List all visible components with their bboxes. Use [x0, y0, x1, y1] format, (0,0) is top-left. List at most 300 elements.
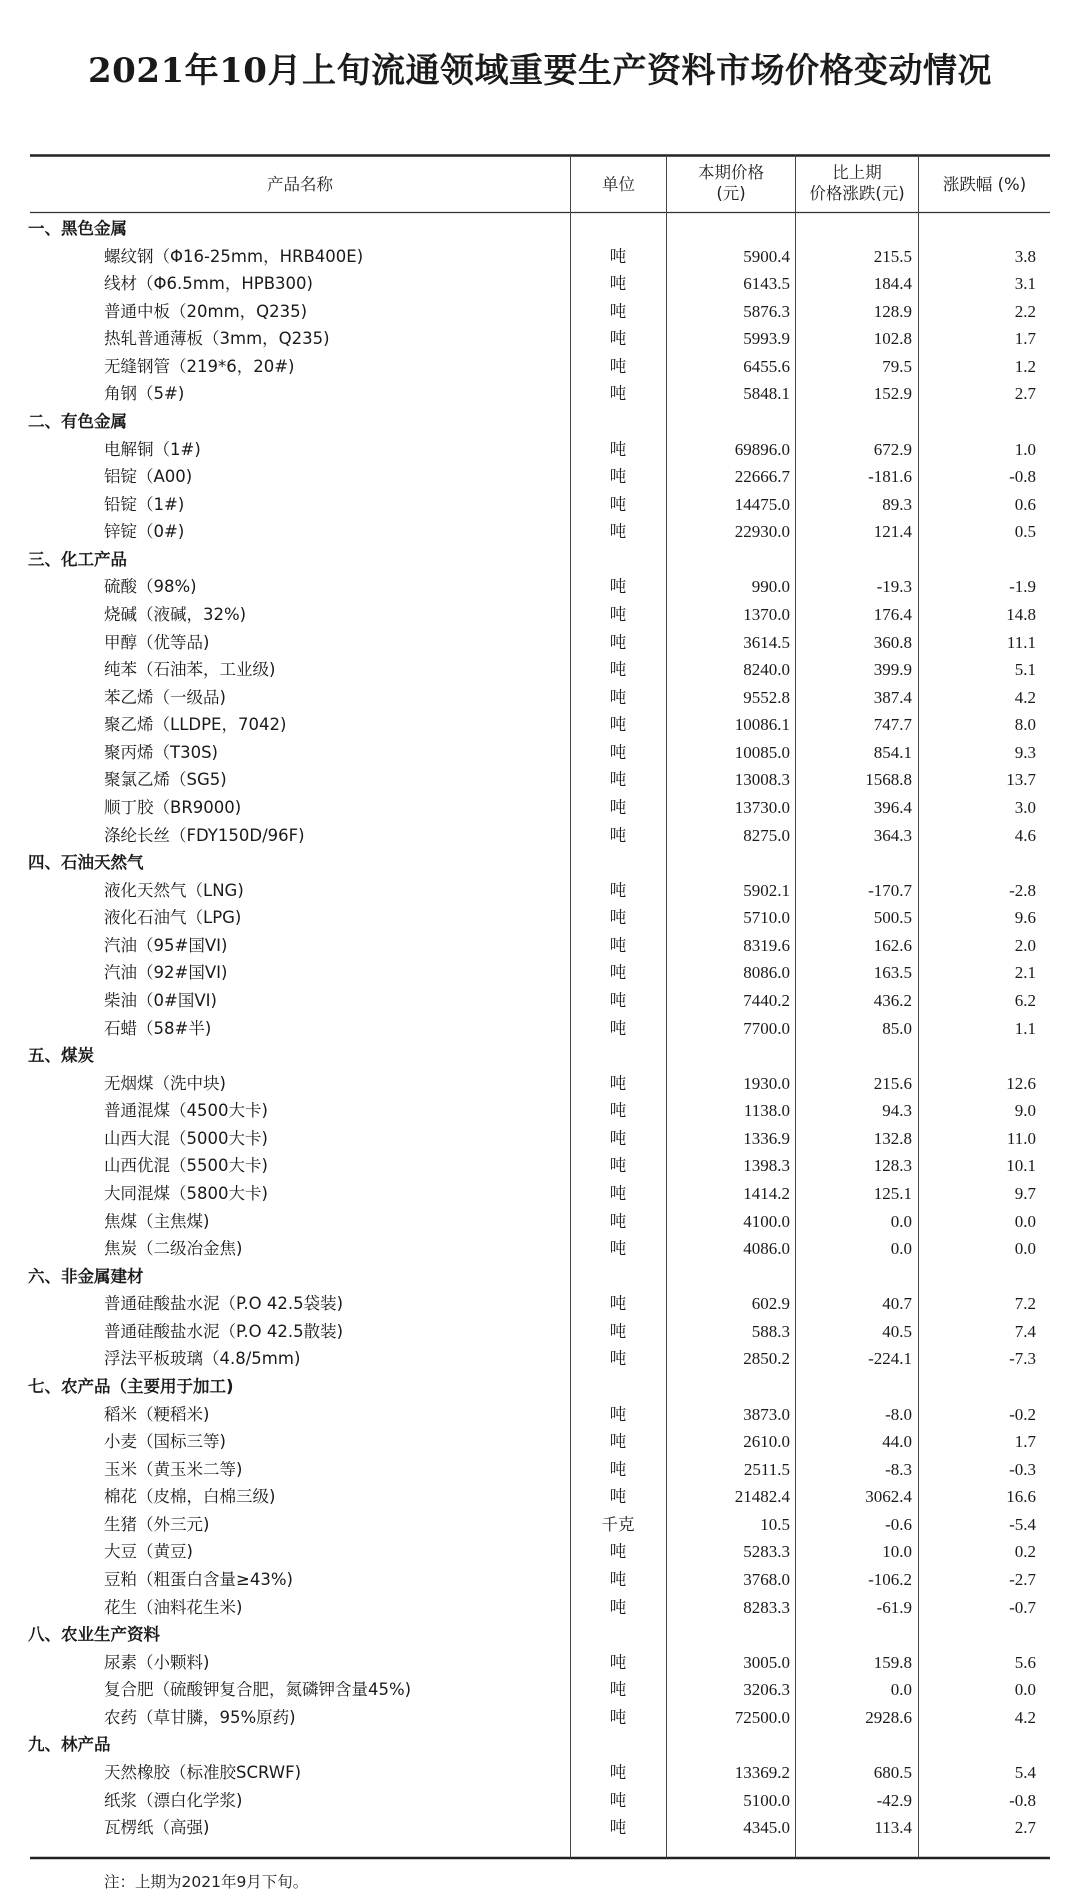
pct-cell: 1.0	[1014, 439, 1036, 459]
table-row	[0, 1428, 1080, 1456]
price-cell: 22666.7	[734, 467, 790, 487]
price-cell: 8319.6	[743, 935, 790, 955]
price-cell: 69896.0	[734, 439, 790, 459]
price-cell: 5283.3	[743, 1542, 790, 1562]
change-cell: 40.7	[882, 1294, 912, 1314]
pct-cell: -0.8	[1009, 467, 1036, 487]
unit-cell: 吨	[609, 1404, 627, 1424]
price-cell: 8086.0	[743, 963, 790, 983]
price-cell: 5900.4	[743, 246, 790, 266]
unit-cell: 吨	[609, 687, 627, 707]
product-name: 玉米（黄玉米二等)	[104, 1459, 243, 1479]
change-cell: -8.0	[885, 1404, 912, 1424]
table-row	[0, 353, 1080, 381]
unit-cell: 吨	[609, 715, 627, 735]
category-row	[0, 849, 1080, 877]
product-name: 普通硅酸盐水泥（P.O 42.5袋装)	[104, 1294, 344, 1314]
table-row	[0, 491, 1080, 519]
table-row	[0, 959, 1080, 987]
change-cell: -8.3	[885, 1459, 912, 1479]
product-name: 螺纹钢（Φ16-25mm，HRB400E)	[104, 246, 364, 266]
table-row	[0, 1511, 1080, 1539]
product-name: 豆粕（粗蛋白含量≥43%)	[104, 1569, 293, 1589]
change-cell: 1568.8	[865, 770, 912, 790]
change-cell: 500.5	[873, 908, 912, 928]
change-cell: 102.8	[873, 329, 912, 349]
change-cell: 215.6	[873, 1073, 912, 1093]
unit-cell: 吨	[609, 1432, 627, 1452]
price-cell: 602.9	[751, 1294, 790, 1314]
table-row	[0, 463, 1080, 491]
product-name: 无缝钢管（219*6，20#)	[104, 356, 295, 376]
pct-cell: 2.7	[1014, 1818, 1036, 1838]
unit-cell: 吨	[609, 1790, 627, 1810]
unit-cell: 吨	[609, 1101, 627, 1121]
unit-cell: 吨	[609, 1487, 627, 1507]
pct-cell: 14.8	[1006, 605, 1036, 624]
product-name: 山西优混（5500大卡)	[104, 1156, 268, 1176]
category-label: 九、林产品	[28, 1735, 111, 1755]
pct-cell: 10.1	[1006, 1156, 1036, 1176]
unit-cell: 吨	[609, 1680, 627, 1700]
pct-cell: 2.1	[1014, 963, 1036, 983]
pct-cell: 3.8	[1014, 246, 1036, 266]
price-cell: 1336.9	[743, 1128, 790, 1148]
price-cell: 3873.0	[743, 1404, 790, 1424]
product-name: 农药（草甘膦，95%原药)	[104, 1707, 296, 1727]
product-name: 汽油（92#国VI)	[104, 963, 228, 983]
price-cell: 9552.8	[743, 687, 790, 707]
header-unit: 单位	[602, 175, 635, 194]
product-name: 稻米（粳稻米)	[104, 1404, 210, 1424]
change-cell: 399.9	[873, 660, 912, 680]
product-name: 瓦楞纸（高强)	[104, 1818, 210, 1838]
price-cell: 1138.0	[743, 1101, 790, 1121]
price-cell: 2850.2	[743, 1349, 790, 1369]
category-row	[0, 1263, 1080, 1291]
table-row	[0, 794, 1080, 822]
table-row	[0, 1015, 1080, 1043]
price-cell: 6455.6	[743, 356, 790, 376]
table-row	[0, 1649, 1080, 1677]
change-cell: -106.2	[868, 1569, 912, 1589]
table-row	[0, 711, 1080, 739]
change-cell: 113.4	[874, 1818, 912, 1838]
table-row	[0, 243, 1080, 271]
pct-cell: 0.0	[1014, 1239, 1036, 1259]
price-cell: 13008.3	[734, 770, 790, 790]
change-cell: 436.2	[873, 991, 912, 1010]
change-cell: 94.3	[882, 1101, 912, 1121]
table-row	[0, 380, 1080, 408]
pct-cell: -2.7	[1009, 1569, 1036, 1589]
unit-cell: 吨	[609, 1349, 627, 1369]
table-row	[0, 573, 1080, 601]
change-cell: -61.9	[876, 1597, 912, 1617]
table-row	[0, 1125, 1080, 1153]
change-cell: 163.5	[873, 963, 912, 983]
product-name: 焦煤（主焦煤)	[104, 1211, 210, 1231]
product-name: 花生（油料花生米)	[104, 1597, 243, 1617]
change-cell: 387.4	[873, 687, 912, 707]
unit-cell: 吨	[609, 632, 627, 652]
product-name: 甲醇（优等品)	[104, 632, 210, 652]
unit-cell: 吨	[609, 1239, 627, 1259]
pct-cell: 0.5	[1014, 522, 1036, 542]
category-row	[0, 1373, 1080, 1401]
table-row	[0, 1208, 1080, 1236]
unit-cell: 吨	[609, 798, 627, 817]
category-row	[0, 1731, 1080, 1759]
pct-cell: 5.4	[1014, 1762, 1036, 1782]
unit-cell: 吨	[609, 660, 627, 680]
unit-cell: 吨	[609, 1184, 627, 1203]
pct-cell: 1.1	[1014, 1018, 1036, 1038]
table-row	[0, 601, 1080, 629]
category-row	[0, 1042, 1080, 1070]
product-name: 线材（Φ6.5mm，HPB300)	[104, 274, 313, 294]
table-row	[0, 629, 1080, 657]
product-name: 天然橡胶（标准胶SCRWF)	[104, 1762, 302, 1782]
footnote: 注：上期为2021年9月下旬。	[104, 1873, 309, 1891]
price-cell: 3005.0	[743, 1652, 790, 1672]
price-cell: 21482.4	[734, 1487, 790, 1507]
product-name: 热轧普通薄板（3mm，Q235)	[104, 329, 330, 349]
pct-cell: 1.7	[1014, 329, 1036, 349]
table-row	[0, 1290, 1080, 1318]
change-cell: 396.4	[873, 798, 912, 817]
change-cell: 184.4	[873, 274, 912, 294]
unit-cell: 吨	[609, 356, 627, 376]
change-cell: -224.1	[868, 1349, 912, 1369]
unit-cell: 吨	[609, 1211, 627, 1231]
unit-cell: 吨	[609, 246, 627, 266]
table-row	[0, 932, 1080, 960]
price-cell: 2511.5	[743, 1459, 790, 1479]
pct-cell: 3.0	[1014, 798, 1036, 817]
change-cell: 0.0	[890, 1680, 912, 1700]
price-cell: 10085.0	[734, 742, 790, 762]
change-cell: 360.8	[873, 632, 912, 652]
change-cell: 680.5	[873, 1762, 912, 1782]
product-name: 液化石油气（LPG)	[104, 908, 242, 928]
pct-cell: 6.2	[1014, 991, 1036, 1010]
product-name: 硫酸（98%)	[104, 577, 197, 597]
unit-cell: 吨	[609, 439, 627, 459]
pct-cell: -0.3	[1009, 1459, 1036, 1479]
pct-cell: 4.2	[1014, 687, 1036, 707]
table-row	[0, 1566, 1080, 1594]
price-cell: 8283.3	[743, 1597, 790, 1617]
category-label: 六、非金属建材	[28, 1266, 144, 1286]
price-cell: 1398.3	[743, 1156, 790, 1176]
unit-cell: 吨	[609, 825, 627, 845]
change-cell: 162.6	[873, 935, 912, 955]
unit-cell: 吨	[609, 1073, 627, 1093]
header-change	[796, 162, 918, 204]
unit-cell: 吨	[609, 301, 627, 321]
unit-cell: 吨	[609, 522, 627, 542]
category-label: 八、农业生产资料	[28, 1625, 160, 1645]
table-row	[0, 1318, 1080, 1346]
price-cell: 13369.2	[734, 1762, 790, 1782]
change-cell: 364.3	[873, 825, 912, 845]
unit-cell: 吨	[609, 1018, 627, 1038]
product-name: 浮法平板玻璃（4.8/5mm)	[104, 1349, 301, 1369]
header-price-line1: 本期价格	[698, 163, 764, 182]
change-cell: 10.0	[882, 1542, 912, 1562]
table-row	[0, 904, 1080, 932]
table-row	[0, 436, 1080, 464]
table-row	[0, 822, 1080, 850]
pct-cell: 9.6	[1014, 908, 1036, 928]
price-cell: 5993.9	[743, 329, 790, 349]
pct-cell: 4.6	[1014, 825, 1036, 845]
category-label: 七、农产品（主要用于加工)	[28, 1376, 234, 1396]
table-row	[0, 1152, 1080, 1180]
change-cell: 215.5	[873, 246, 912, 266]
change-cell: 79.5	[882, 356, 912, 376]
product-name: 大同混煤（5800大卡)	[104, 1184, 268, 1203]
price-cell: 14475.0	[734, 494, 790, 514]
change-cell: 152.9	[873, 384, 912, 404]
pct-cell: 2.7	[1014, 384, 1036, 404]
category-row	[0, 546, 1080, 574]
category-row	[0, 215, 1080, 243]
product-name: 石蜡（58#半)	[104, 1018, 212, 1038]
pct-cell: 3.1	[1014, 274, 1036, 294]
unit-cell: 吨	[609, 742, 627, 762]
unit-cell: 吨	[609, 494, 627, 514]
price-cell: 3206.3	[743, 1680, 790, 1700]
price-cell: 10.5	[760, 1514, 790, 1534]
pct-cell: 0.0	[1014, 1680, 1036, 1700]
pct-cell: -2.8	[1009, 880, 1036, 900]
change-cell: 40.5	[882, 1321, 912, 1341]
pct-cell: 7.2	[1014, 1294, 1036, 1314]
price-cell: 72500.0	[734, 1707, 790, 1727]
pct-cell: 0.6	[1014, 494, 1036, 514]
pct-cell: 9.7	[1014, 1184, 1036, 1203]
change-cell: 89.3	[882, 494, 912, 514]
pct-cell: -0.2	[1009, 1404, 1036, 1424]
unit-cell: 吨	[609, 1321, 627, 1341]
product-name: 电解铜（1#)	[104, 439, 201, 459]
product-name: 液化天然气（LNG)	[104, 880, 244, 900]
unit-cell: 吨	[609, 1597, 627, 1617]
change-cell: 854.1	[873, 742, 912, 762]
pct-cell: 2.2	[1014, 301, 1036, 321]
unit-cell: 吨	[609, 1128, 627, 1148]
unit-cell: 吨	[609, 1652, 627, 1672]
pct-cell: 0.2	[1014, 1542, 1036, 1562]
unit-cell: 吨	[609, 908, 627, 928]
table-row	[0, 656, 1080, 684]
change-cell: 44.0	[882, 1432, 912, 1452]
price-cell: 5848.1	[743, 384, 790, 404]
header-pct: 涨跌幅 (%)	[942, 175, 1027, 194]
product-name: 普通中板（20mm，Q235)	[104, 301, 308, 321]
category-label: 三、化工产品	[28, 549, 127, 569]
price-cell: 3768.0	[743, 1569, 790, 1589]
pct-cell: 12.6	[1006, 1073, 1036, 1093]
price-cell: 10086.1	[734, 715, 790, 735]
change-cell: 747.7	[873, 715, 912, 735]
header-price	[667, 162, 795, 204]
header-change-line2: 价格涨跌(元)	[809, 184, 905, 203]
product-name: 汽油（95#国VI)	[104, 935, 228, 955]
product-name: 铝锭（A00)	[104, 467, 193, 487]
table-row	[0, 739, 1080, 767]
change-cell: 121.4	[873, 522, 912, 542]
change-cell: 0.0	[890, 1211, 912, 1231]
change-cell: 0.0	[890, 1239, 912, 1259]
unit-cell: 吨	[609, 1707, 627, 1727]
price-cell: 4345.0	[743, 1818, 790, 1838]
product-name: 普通硅酸盐水泥（P.O 42.5散装)	[104, 1321, 344, 1341]
pct-cell: 13.7	[1006, 770, 1036, 790]
change-cell: 3062.4	[865, 1487, 912, 1507]
pct-cell: 5.6	[1014, 1652, 1036, 1672]
page-title: 2021年10月上旬流通领域重要生产资料市场价格变动情况	[88, 51, 992, 91]
unit-cell: 吨	[609, 274, 627, 294]
product-name: 纯苯（石油苯，工业级)	[104, 660, 276, 680]
product-name: 山西大混（5000大卡)	[104, 1128, 268, 1148]
product-name: 铅锭（1#)	[104, 494, 185, 514]
product-name: 生猪（外三元)	[104, 1514, 210, 1534]
product-name: 无烟煤（洗中块)	[104, 1073, 226, 1093]
unit-cell: 吨	[609, 1818, 627, 1838]
price-cell: 7440.2	[743, 991, 790, 1010]
product-name: 柴油（0#国VI)	[104, 991, 217, 1010]
table-row	[0, 1483, 1080, 1511]
pct-cell: -0.7	[1009, 1597, 1036, 1617]
table-row	[0, 518, 1080, 546]
price-cell: 1370.0	[743, 605, 790, 624]
unit-cell: 吨	[609, 577, 627, 597]
product-name: 锌锭（0#)	[104, 522, 185, 542]
pct-cell: 11.0	[1006, 1128, 1036, 1148]
product-name: 棉花（皮棉，白棉三级)	[104, 1487, 276, 1507]
table-row	[0, 1594, 1080, 1622]
product-name: 苯乙烯（一级品)	[104, 687, 226, 707]
pct-cell: 9.0	[1014, 1101, 1036, 1121]
product-name: 涤纶长丝（FDY150D/96F)	[104, 825, 305, 845]
table-row	[0, 1401, 1080, 1429]
change-cell: 125.1	[873, 1184, 912, 1203]
table-row	[0, 1070, 1080, 1098]
price-cell: 13730.0	[734, 798, 790, 817]
pct-cell: 5.1	[1014, 660, 1036, 680]
price-cell: 588.3	[751, 1321, 790, 1341]
price-cell: 22930.0	[734, 522, 790, 542]
unit-cell: 千克	[601, 1514, 635, 1534]
price-cell: 8275.0	[743, 825, 790, 845]
table-row	[0, 270, 1080, 298]
table-row	[0, 1097, 1080, 1125]
product-name: 角钢（5#)	[104, 384, 185, 404]
category-row	[0, 408, 1080, 436]
unit-cell: 吨	[609, 605, 627, 624]
unit-cell: 吨	[609, 1762, 627, 1782]
unit-cell: 吨	[609, 1459, 627, 1479]
table-row	[0, 1180, 1080, 1208]
change-cell: 128.3	[873, 1156, 912, 1176]
pct-cell: 7.4	[1014, 1321, 1036, 1341]
unit-cell: 吨	[609, 935, 627, 955]
unit-cell: 吨	[609, 770, 627, 790]
price-cell: 4086.0	[743, 1239, 790, 1259]
table-row	[0, 325, 1080, 353]
pct-cell: -7.3	[1009, 1349, 1036, 1369]
table-row	[0, 1345, 1080, 1373]
change-cell: -19.3	[876, 577, 912, 597]
unit-cell: 吨	[609, 880, 627, 900]
price-cell: 990.0	[751, 577, 790, 597]
pct-cell: 1.2	[1014, 356, 1036, 376]
price-cell: 5710.0	[743, 908, 790, 928]
table-row	[0, 1676, 1080, 1704]
change-cell: -170.7	[868, 880, 912, 900]
unit-cell: 吨	[609, 963, 627, 983]
header-change-line1: 比上期	[832, 163, 882, 182]
pct-cell: 9.3	[1014, 742, 1036, 762]
change-cell: 672.9	[873, 439, 912, 459]
product-name: 顺丁胶（BR9000)	[104, 798, 242, 817]
product-name: 烧碱（液碱，32%)	[104, 605, 247, 624]
product-name: 焦炭（二级冶金焦)	[104, 1239, 243, 1259]
change-cell: 128.9	[873, 301, 912, 321]
category-row	[0, 1621, 1080, 1649]
price-cell: 5876.3	[743, 301, 790, 321]
price-cell: 2610.0	[743, 1432, 790, 1452]
product-name: 大豆（黄豆)	[104, 1542, 193, 1562]
pct-cell: 8.0	[1014, 715, 1036, 735]
unit-cell: 吨	[609, 1542, 627, 1562]
pct-cell: 2.0	[1014, 935, 1036, 955]
price-cell: 6143.5	[743, 274, 790, 294]
pct-cell: -0.8	[1009, 1790, 1036, 1810]
unit-cell: 吨	[609, 1294, 627, 1314]
table-row	[0, 1235, 1080, 1263]
pct-cell: 16.6	[1006, 1487, 1036, 1507]
price-cell: 4100.0	[743, 1211, 790, 1231]
pct-cell: 4.2	[1014, 1707, 1036, 1727]
category-label: 一、黑色金属	[28, 219, 127, 238]
product-name: 聚丙烯（T30S)	[104, 742, 218, 762]
table-row	[0, 684, 1080, 712]
table-row	[0, 877, 1080, 905]
table-row	[0, 987, 1080, 1015]
pct-cell: 11.1	[1006, 632, 1036, 652]
unit-cell: 吨	[609, 467, 627, 487]
product-name: 尿素（小颗料)	[104, 1652, 210, 1672]
table-row	[0, 1704, 1080, 1732]
product-name: 聚乙烯（LLDPE，7042)	[104, 715, 287, 735]
table-row	[0, 766, 1080, 794]
header-product-name: 产品名称	[267, 175, 333, 194]
unit-cell: 吨	[609, 384, 627, 404]
unit-cell: 吨	[609, 991, 627, 1010]
change-cell: 132.8	[873, 1128, 912, 1148]
category-label: 四、石油天然气	[28, 853, 144, 873]
product-name: 普通混煤（4500大卡)	[104, 1101, 268, 1121]
table-row	[0, 1787, 1080, 1815]
price-cell: 3614.5	[743, 632, 790, 652]
category-label: 五、煤炭	[28, 1046, 94, 1066]
change-cell: -181.6	[868, 467, 912, 487]
table-row	[0, 1814, 1080, 1842]
